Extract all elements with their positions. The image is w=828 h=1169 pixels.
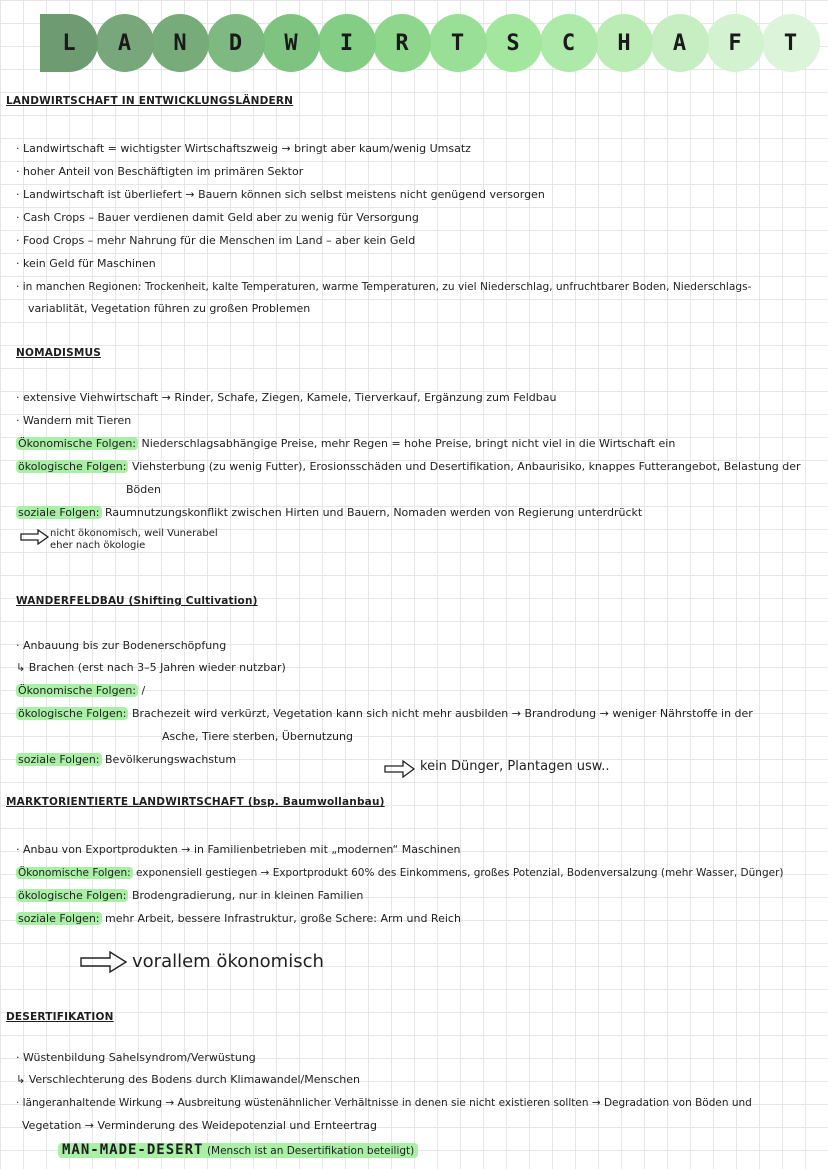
oekologische-folgen <box>16 460 801 474</box>
title-letter-circle <box>429 14 487 72</box>
heading-nomadismus: NOMADISMUS <box>16 347 102 359</box>
highlight-label: ökologische Folgen: <box>18 460 127 473</box>
soziale-folgen <box>16 912 461 926</box>
list-item: · kein Geld für Maschinen <box>16 257 156 270</box>
arrow-icon <box>80 951 128 973</box>
highlight-label: soziale Folgen: <box>18 753 100 766</box>
title-letter-circle <box>96 14 154 72</box>
title-letter: H <box>617 30 631 56</box>
list-item: · Food Crops – mehr Nahrung für die Menschen im Land – aber kein Geld <box>16 234 416 247</box>
note: vorallem ökonomisch <box>132 951 324 972</box>
list-item: variablität, Vegetation führen zu großen Problemen <box>28 302 311 315</box>
mm-title: MAN-MADE-DESERT <box>62 1142 204 1158</box>
highlight-label: soziale Folgen: <box>18 506 100 519</box>
title-letter: C <box>561 30 576 56</box>
list-item: · Wüstenbildung Sahelsyndrom/Verwüstung <box>16 1051 256 1064</box>
title-letter: F <box>728 30 742 56</box>
title-letter: D <box>228 30 243 56</box>
title-letter-circle <box>762 14 820 72</box>
title-letter: N <box>173 30 187 56</box>
list-item: · in manchen Regionen: Trockenheit, kalte Temperaturen, warme Temperaturen, zu viel Niederschlag, unfruchtbarer Boden, Niederschlags- <box>16 281 752 293</box>
heading-landwirtschaft-entwicklungslaender: LANDWIRTSCHAFT IN ENTWICKLUNGSLÄNDERN <box>6 95 294 107</box>
text: / <box>141 684 146 697</box>
title-letter: I <box>339 30 354 56</box>
title-letter: R <box>395 30 409 56</box>
soziale-folgen <box>16 506 642 520</box>
mm-text: (Mensch ist an Desertifikation beteiligt) <box>206 1145 415 1157</box>
title-letter: T <box>450 30 465 56</box>
text: mehr Arbeit, bessere Infrastruktur, große Schere: Arm und Reich <box>105 912 461 925</box>
oekologische-folgen <box>16 707 753 721</box>
note: eher nach ökologie <box>50 540 146 551</box>
title-letter-circle <box>651 14 709 72</box>
title-banner <box>40 14 800 74</box>
text: exponensiell gestiegen → Exportprodukt 60% des Einkommens, großes Potenzial, Bodenversalzung (mehr Wasser, Dünger) <box>135 867 784 879</box>
list-item: ↳ Verschlechterung des Bodens durch Klimawandel/Menschen <box>16 1073 360 1086</box>
highlight-label <box>58 1143 418 1158</box>
highlight-label: Ökonomische Folgen: <box>18 867 131 879</box>
title-letter-circle <box>484 14 542 72</box>
title-letter: T <box>783 30 798 56</box>
text: Viehsterbung (zu wenig Futter), Erosionsschäden und Desertifikation, Anbaurisiko, knappes Futterangebot, Belastung der <box>131 460 801 473</box>
heading-desertifikation: DESERTIFIKATION <box>6 1011 114 1023</box>
oekonomische-folgen <box>16 437 675 451</box>
list-item: · Wandern mit Tieren <box>16 414 132 427</box>
note: nicht ökonomisch, weil Vunerabel <box>50 528 218 539</box>
list-item: Vegetation → Verminderung des Weidepotenzial und Ernteertrag <box>22 1119 378 1132</box>
list-item: · Landwirtschaft ist überliefert → Bauern können sich selbst meistens nicht genügend versorgen <box>16 188 545 201</box>
text: Raumnutzungskonflikt zwischen Hirten und Bauern, Nomaden werden von Regierung unterdrückt <box>105 506 643 519</box>
highlight-label: soziale Folgen: <box>18 912 100 925</box>
title-letter-circle <box>207 14 265 72</box>
man-made-desert <box>58 1143 418 1158</box>
title-letter-circle <box>262 14 320 72</box>
title-letter-circle <box>151 14 209 72</box>
list-item: ↳ Brachen (erst nach 3–5 Jahren wieder nutzbar) <box>16 661 286 674</box>
title-letter-circle <box>40 14 98 72</box>
text: Brachezeit wird verkürzt, Vegetation kann sich nicht mehr ausbilden → Brandrodung → weniger Nährstoffe in der <box>131 707 753 720</box>
title-letter-circle <box>595 14 653 72</box>
oekonomische-folgen <box>16 866 784 880</box>
highlight-label: ökologische Folgen: <box>18 889 127 902</box>
highlight-label: ökologische Folgen: <box>18 707 127 720</box>
heading-wanderfeldbau: WANDERFELDBAU (Shifting Cultivation) <box>16 595 258 607</box>
list-item: · Anbau von Exportprodukten → in Familienbetrieben mit „modernen“ Maschinen <box>16 843 461 856</box>
title-letter-circle <box>706 14 764 72</box>
highlight-label: Ökonomische Folgen: <box>18 437 137 450</box>
list-item: · hoher Anteil von Beschäftigten im primären Sektor <box>16 165 304 178</box>
title-letter-circle <box>373 14 431 72</box>
list-item: · extensive Viehwirtschaft → Rinder, Schafe, Ziegen, Kamele, Tierverkauf, Ergänzung zum Feldbau <box>16 391 557 404</box>
title-letter: S <box>506 30 520 56</box>
text: Asche, Tiere sterben, Übernutzung <box>162 730 353 743</box>
text: Brodengradierung, nur in kleinen Familien <box>131 889 364 902</box>
soziale-folgen <box>16 753 236 767</box>
highlight-label: Ökonomische Folgen: <box>18 684 137 697</box>
text: Niederschlagsabhängige Preise, mehr Regen = hohe Preise, bringt nicht viel in die Wirtschaft ein <box>141 437 676 450</box>
list-item: · längeranhaltende Wirkung → Ausbreitung wüstenähnlicher Verhältnisse in denen sie nicht existieren sollten → Degradation von Böden und <box>16 1097 752 1109</box>
arrow-icon <box>384 760 416 778</box>
oekologische-folgen <box>16 889 363 903</box>
title-letter: L <box>62 30 76 56</box>
text: Bevölkerungswachstum <box>105 753 237 766</box>
title-letter: A <box>672 30 687 56</box>
title-letter-circle <box>318 14 376 72</box>
list-item: · Cash Crops – Bauer verdienen damit Geld aber zu wenig für Versorgung <box>16 211 419 224</box>
title-letter: A <box>117 30 132 56</box>
heading-marktorientierte-landwirtschaft: MARKTORIENTIERTE LANDWIRTSCHAFT (bsp. Baumwollanbau) <box>6 796 385 808</box>
note: kein Dünger, Plantagen usw.. <box>420 759 610 774</box>
title-letter-circle <box>540 14 598 72</box>
title-letter: W <box>284 30 298 56</box>
oekonomische-folgen <box>16 684 145 698</box>
text: Böden <box>126 483 161 496</box>
arrow-icon <box>20 529 50 545</box>
list-item: · Anbauung bis zur Bodenerschöpfung <box>16 639 227 652</box>
list-item: · Landwirtschaft = wichtigster Wirtschaftszweig → bringt aber kaum/wenig Umsatz <box>16 142 471 155</box>
